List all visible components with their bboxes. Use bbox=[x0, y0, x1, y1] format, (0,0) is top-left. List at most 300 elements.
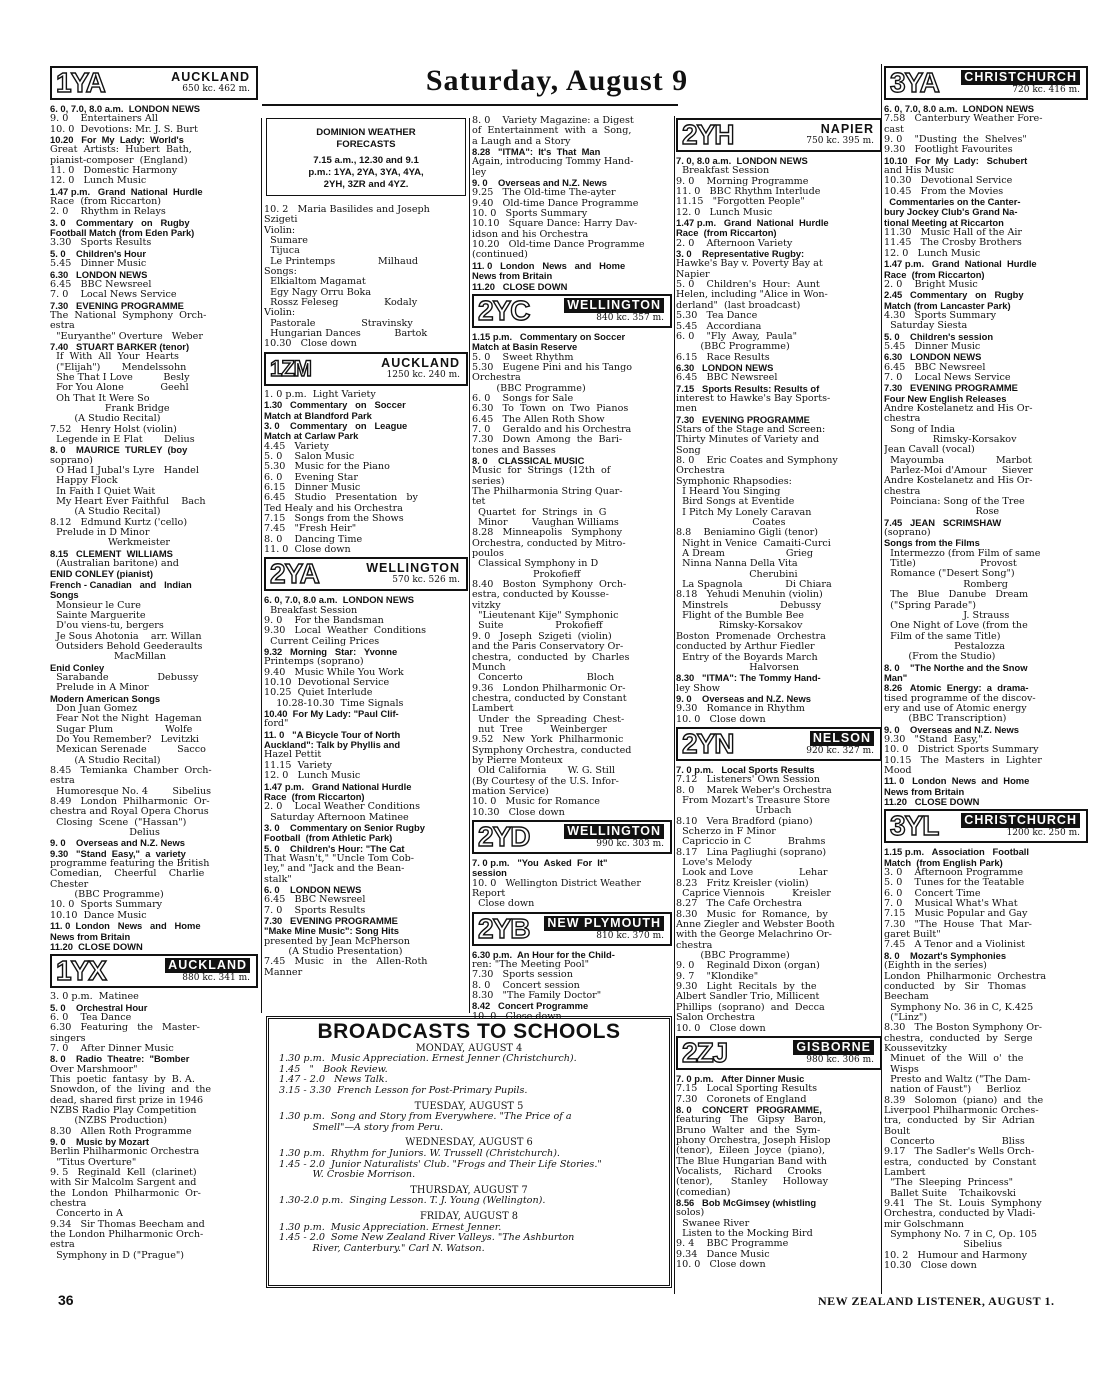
programme-line: Intermezzo (from Film of same bbox=[884, 548, 1041, 559]
programme-line: 10.10 Dance Music bbox=[50, 910, 147, 921]
programme-heading: 5. 0 Children's session bbox=[884, 331, 994, 342]
programme-line: 7. 0 Local News Service bbox=[884, 372, 1011, 383]
programme-line: 5. 0 Salon Music bbox=[264, 451, 355, 462]
column-center-right bbox=[472, 116, 672, 1022]
programme-heading: Man" bbox=[884, 672, 908, 683]
schools-item: 1.45 - 2.0 Junior Naturalists' Club. "Frogs and Their Life Stories." bbox=[279, 1159, 602, 1170]
programme-line: Caprice Viennois Kreisler bbox=[676, 889, 831, 900]
station-city: AUCKLAND bbox=[171, 70, 250, 84]
programme-line: ford" bbox=[264, 719, 289, 730]
programme-line: Salon Orchestra bbox=[676, 1013, 756, 1024]
programme-line: 12. 0 Lunch Music bbox=[264, 771, 361, 782]
programme-heading: 8. 0 Radio Theatre: "Bomber bbox=[50, 1054, 190, 1065]
station-meta bbox=[533, 824, 670, 850]
column-divider bbox=[881, 64, 882, 1294]
station-callsign: 3YL bbox=[890, 810, 939, 842]
programme-line: Egy Nagy Orru Boka bbox=[264, 287, 372, 298]
station-header-1ya bbox=[50, 66, 258, 100]
programme-line: poulos bbox=[472, 549, 504, 560]
station-frequency: 810 kc. 370 m. bbox=[596, 930, 664, 941]
programme-line: nation of Faust") Berlioz bbox=[884, 1085, 1021, 1096]
programme-line: Rimsky-Korsakov bbox=[676, 621, 803, 632]
programme-line: estra, conducted by Kousse- bbox=[472, 590, 609, 601]
programme-line: 9. 0 Morning Programme bbox=[676, 176, 809, 187]
programme-heading: 8.42 Concert Programme bbox=[472, 1001, 589, 1012]
programme-heading: 11. 0 London News and Home bbox=[50, 921, 201, 932]
programme-line: 7.45 A Tenor and a Violinist bbox=[884, 940, 1026, 951]
programme-line: 9.34 Dance Music bbox=[676, 1249, 770, 1260]
programme-line: estra bbox=[50, 776, 75, 787]
programme-heading: 6. 0, 7.0, 8.0 a.m. LONDON NEWS bbox=[884, 104, 1035, 114]
programme-line: (BBC Programme) bbox=[472, 383, 586, 394]
programme-line: 9.30 Local Weather Conditions bbox=[264, 626, 427, 637]
programme-line: Wisps bbox=[884, 1064, 919, 1075]
column-divider bbox=[674, 116, 675, 1294]
programme-line: 11.15 "Forgotten People" bbox=[676, 197, 805, 208]
programme-heading: 9. 0 Overseas and N.Z. News bbox=[676, 693, 811, 704]
programme-line: Bird Songs at Eventide bbox=[676, 497, 795, 508]
station-meta bbox=[315, 357, 466, 381]
programme-line: From Mozart's Treasure Store bbox=[676, 795, 830, 806]
weather-line: p.m.: 1YA, 2YA, 3YA, 4YA, bbox=[308, 167, 424, 178]
programme-heading: 8. 0 CONCERT PROGRAMME, bbox=[676, 1104, 822, 1115]
programme-line: chestra, conducted by Serge bbox=[884, 1033, 1033, 1044]
programme-line: Outsiders Behold Geederaults bbox=[50, 641, 203, 652]
programme-line: Minor Vaughan Williams bbox=[472, 518, 619, 529]
programme-line: 10.30 Close down bbox=[264, 339, 357, 350]
page-number: 36 bbox=[58, 1292, 74, 1308]
programme-heading: 3. 0 Representative Rugby: bbox=[676, 249, 805, 260]
programme-line: Mood bbox=[884, 766, 912, 776]
station-header-2yn bbox=[676, 727, 882, 761]
station-meta bbox=[109, 71, 256, 95]
station-header-3yl bbox=[884, 809, 1088, 843]
programme-heading: 7.40 STUART BARKER (tenor) bbox=[50, 341, 190, 352]
programme-line: 10.30 Devotional Service bbox=[884, 176, 1013, 187]
programme-line: Entry of the Boyards March bbox=[676, 652, 818, 663]
programme-line: nut Tree Weinberger bbox=[472, 724, 608, 735]
station-meta bbox=[731, 1040, 880, 1066]
programme-line: (comedian) bbox=[676, 1187, 731, 1198]
programme-line: 7. 0 Geraldo and his Orchestra bbox=[472, 424, 632, 435]
programme-heading: News from Britain bbox=[884, 786, 965, 797]
programme-line: (tenor), Stanley Holloway bbox=[676, 1177, 829, 1188]
programme-line: ("Linz") bbox=[884, 1012, 928, 1023]
programme-line: Parlez-Moi d'Amour Siever bbox=[884, 466, 1033, 477]
programme-line: That Wasn't," "Uncle Tom Cob- bbox=[264, 853, 414, 864]
programme-line: Tijuca bbox=[264, 246, 300, 257]
programme-line: 9. 0 Entertainers All bbox=[50, 114, 158, 125]
programme-line: 6.45 BBC Newsreel bbox=[264, 895, 366, 906]
programme-line: The National Symphony Orch- bbox=[50, 310, 207, 321]
programme-line: Romance ("Desert Song") bbox=[884, 569, 1015, 580]
programme-line: 9.34 Sir Thomas Beecham and bbox=[50, 1219, 205, 1230]
programme-line: 5.45 Dinner Music bbox=[50, 259, 147, 270]
programme-heading: Songs from the Films bbox=[884, 538, 980, 549]
programme-heading: News from Britain bbox=[50, 931, 131, 942]
programme-line: Night in Venice Camaiti-Curci bbox=[676, 538, 831, 549]
programme-line: cast bbox=[884, 124, 904, 135]
programme-heading: ENID CONLEY (pianist) bbox=[50, 569, 153, 580]
programme-line: 8.23 Fritz Kreisler (violin) bbox=[676, 878, 809, 889]
programme-line: Film of the same Title) bbox=[884, 631, 1001, 642]
schools-item: W. Crosbie Morrison. bbox=[279, 1170, 416, 1181]
programme-line: tones and Basses bbox=[472, 445, 556, 456]
programme-line: "Titus Overture" bbox=[50, 1157, 137, 1168]
programme-line: Saturday Afternoon Matinee bbox=[264, 812, 409, 823]
station-city: CHRISTCHURCH bbox=[961, 70, 1080, 85]
programme-heading: 7. 0, 8.0 a.m. LONDON NEWS bbox=[676, 156, 808, 166]
programme-line: Le Printemps Milhaud bbox=[264, 256, 419, 267]
schools-title: BROADCASTS TO SCHOOLS bbox=[317, 1020, 621, 1043]
programme-line: (Eighth in the series) bbox=[884, 961, 987, 972]
schools-item: 1.30 p.m. Music Appreciation. Ernest Jenner. bbox=[279, 1222, 502, 1233]
programme-line: series) bbox=[472, 476, 505, 487]
programme-line: Orchestra bbox=[472, 373, 521, 384]
programme-heading: 8.15 CLEMENT WILLIAMS bbox=[50, 548, 173, 559]
programme-line: 10. 0 Wellington District Weather bbox=[472, 878, 641, 889]
programme-line: Old California W. G. Still bbox=[472, 766, 615, 777]
programme-line: 10. 0 Close down bbox=[676, 1023, 766, 1034]
programme-line: a Laugh and a Story bbox=[472, 136, 571, 147]
programme-heading: 7. 0 p.m. Local Sports Results bbox=[676, 764, 815, 775]
station-frequency: 920 kc. 327 m. bbox=[806, 745, 874, 756]
programme-line: I Heard You Singing bbox=[676, 487, 781, 497]
programme-line: Concerto Bliss bbox=[884, 1137, 1025, 1147]
programme-line: 10.28-10.30 Time Signals bbox=[264, 698, 404, 709]
programme-line: 8.10 Vera Bradford (piano) bbox=[676, 816, 813, 827]
programme-heading: 8.30 "ITMA": The Tommy Hand- bbox=[676, 673, 821, 684]
programme-line: Happy Flock bbox=[50, 476, 118, 487]
programme-line: 5.45 Accordiana bbox=[676, 321, 762, 332]
programme-line: (tenor), Eileen Joyce (piano), bbox=[676, 1146, 826, 1157]
programme-line: 12. 0 Lunch Music bbox=[884, 248, 981, 259]
station-meta bbox=[943, 70, 1086, 96]
programme-heading: Match (from Lancaster Park) bbox=[884, 300, 1011, 311]
programme-line: 10. 0 Close down bbox=[472, 1011, 562, 1022]
programme-line: 11.30 Music Hall of the Air bbox=[884, 228, 1023, 239]
station-meta bbox=[737, 731, 880, 757]
programme-line: MacMillan bbox=[50, 652, 166, 663]
programme-line: Vocalists, Richard Crooks bbox=[676, 1166, 822, 1177]
station-frequency: 1250 kc. 240 m. bbox=[386, 369, 460, 380]
programme-line: 6.45 BBC Newsreel bbox=[676, 373, 778, 384]
programme-line: 7. 0 Sports Results bbox=[264, 905, 366, 916]
programme-line: If With All Your Hearts bbox=[50, 352, 179, 363]
programme-line: Cherubini bbox=[676, 569, 798, 580]
station-meta bbox=[110, 958, 256, 984]
programme-line: garet Built" bbox=[884, 930, 941, 941]
programme-line: Again, introducing Tommy Hand- bbox=[472, 157, 634, 168]
station-city: AUCKLAND bbox=[165, 958, 250, 973]
programme-line: 8.18 Yehudi Menuhin (violin) bbox=[676, 590, 823, 601]
programme-heading: 8. 0 MAURICE TURLEY (boy bbox=[50, 445, 188, 456]
station-header-1zm bbox=[264, 352, 468, 386]
programme-line: Great Artists: Hubert Bath, bbox=[50, 145, 192, 156]
weather-forecast-box bbox=[266, 118, 466, 196]
programme-line: derland" (last broadcast) bbox=[676, 300, 801, 311]
programme-line: Prelude in D Minor bbox=[50, 528, 150, 539]
programme-heading: Commentaries on the Canter- bbox=[884, 197, 1021, 208]
programme-line: 8.17 Lina Pagliughi (soprano) bbox=[676, 847, 827, 858]
station-header-2zj bbox=[676, 1036, 882, 1070]
programme-line: Monsieur le Cure bbox=[50, 600, 141, 611]
programme-line: Presto and Waltz ("The Dam- bbox=[884, 1074, 1031, 1085]
programme-line: 8.45 Temianka Chamber Orch- bbox=[50, 766, 212, 776]
programme-line: Sibelius bbox=[884, 1240, 1002, 1251]
programme-line: 8.49 London Philharmonic Or- bbox=[50, 797, 210, 808]
programme-line: A Dream Grieg bbox=[676, 549, 813, 560]
programme-line: 7.12 Listeners' Own Session bbox=[676, 775, 820, 786]
programme-heading: 1.47 p.m. Grand National Hurdle bbox=[884, 259, 1037, 270]
programme-line: 7.15 Local Sporting Results bbox=[676, 1084, 818, 1095]
programme-line: (A Studio Presentation) bbox=[264, 947, 403, 957]
programme-line: Symphonic Rhapsodies: bbox=[676, 476, 792, 487]
programme-line: 9.40 Music While You Work bbox=[264, 667, 404, 678]
programme-line: Andre Kostelanetz and His Or- bbox=[884, 476, 1033, 487]
programme-line: 7. 0 Local News Service bbox=[50, 290, 177, 301]
programme-line: 6.15 Race Results bbox=[676, 352, 770, 363]
programme-line: 8.27 The Cafe Orchestra bbox=[676, 899, 802, 910]
programme-line: 6.45 Studio Presentation by bbox=[264, 493, 418, 504]
programme-line: 11. 0 Domestic Harmony bbox=[50, 166, 178, 177]
programme-line: (NZBS Production) bbox=[50, 1116, 168, 1127]
page-title: Saturday, August 9 bbox=[425, 64, 689, 97]
programme-line: with the George Melachrino Or- bbox=[676, 930, 832, 941]
programme-heading: 3. 0 Commentary on Rugby bbox=[50, 217, 190, 228]
programme-line: ren: "The Meeting Pool" bbox=[472, 960, 590, 971]
programme-line: Sainte Marguerite bbox=[50, 610, 146, 621]
programme-line: 6. 0 Songs for Sale bbox=[472, 393, 574, 404]
programme-line: 5.30 Eugene Pini and his Tango bbox=[472, 362, 633, 373]
programme-line: Humoresque No. 4 Sibelius bbox=[50, 786, 212, 797]
programme-line: She That I Love Besly bbox=[50, 372, 190, 383]
programme-heading: 8. 0 CLASSICAL MUSIC bbox=[472, 455, 585, 466]
programme-line: Title) Provost bbox=[884, 559, 1017, 570]
programme-line: Minuet of the Will o' the bbox=[884, 1054, 1024, 1065]
programme-line: (continued) bbox=[472, 250, 528, 261]
station-callsign: 2YB bbox=[478, 912, 530, 944]
programme-line: chestra bbox=[884, 414, 921, 425]
programme-heading: 8.56 Bob McGimsey (whistling bbox=[676, 1197, 817, 1208]
programme-line: For You Alone Geehl bbox=[50, 383, 189, 394]
programme-heading: Songs bbox=[50, 590, 79, 601]
programme-heading: 7.15 Sports Results: Results of bbox=[676, 383, 820, 394]
programme-line: 10. 0 Close down bbox=[676, 714, 766, 725]
programme-line: 9. 0 "Dusting the Shelves" bbox=[884, 135, 1027, 146]
programme-line: dead, shared first prize in 1946 bbox=[50, 1095, 204, 1106]
programme-heading: Match (from English Park) bbox=[884, 857, 1003, 868]
schools-item: 1.47 - 2.0 News Talk. bbox=[279, 1075, 388, 1086]
programme-line: 2. 0 Bright Music bbox=[884, 279, 978, 290]
programme-line: mation Service) bbox=[472, 786, 549, 797]
programme-line: 10. 2 Humour and Harmony bbox=[884, 1250, 1028, 1261]
programme-line: men bbox=[676, 404, 697, 415]
programme-line: 3. 0 Afternoon Programme bbox=[884, 868, 1024, 879]
programme-line: Prelude in A Minor bbox=[50, 683, 149, 694]
programme-line: Munch bbox=[472, 662, 506, 673]
programme-line: 10.10 Devotional Service bbox=[264, 678, 390, 689]
programme-line: 8. 0 Variety Magazine: a Digest bbox=[472, 116, 634, 126]
programme-line: Boston Promenade Orchestra bbox=[676, 631, 826, 642]
programme-line: ("Elijah") Mendelssohn bbox=[50, 362, 187, 373]
programme-line: conducted by Sir Thomas bbox=[884, 981, 1027, 992]
programme-line: interest to Hawke's Bay Sports- bbox=[676, 393, 831, 404]
programme-line: 7.30 Down Among the Bari- bbox=[472, 435, 623, 446]
programme-heading: 1.47 p.m. Grand National Hurdle bbox=[50, 186, 203, 197]
programme-line: 8.30 Music for Romance, by bbox=[676, 909, 828, 920]
programme-heading: 5. 0 Children's Hour bbox=[50, 248, 146, 259]
programme-heading: Auckland": Talk by Phyllis and bbox=[264, 740, 401, 751]
programme-line: Listen to the Mocking Bird bbox=[676, 1229, 813, 1239]
programme-heading: 9. 0 Overseas and N.Z. News bbox=[472, 178, 607, 189]
programme-heading: tional Meeting at Riccarton bbox=[884, 217, 1004, 228]
programme-line: 10.25 Quiet Interlude bbox=[264, 688, 373, 699]
programme-heading: 11. 0 London News and Home bbox=[884, 776, 1030, 787]
programme-line: The Blue Hungarian Band with bbox=[676, 1156, 827, 1167]
programme-line: Je Sous Ahotonia arr. Willan bbox=[50, 631, 202, 642]
programme-line: "Lieutenant Kije" Symphonic bbox=[472, 611, 619, 622]
programme-line: (BBC Transcription) bbox=[884, 714, 1007, 725]
programme-line: 11. 0 Close down bbox=[264, 544, 351, 555]
station-frequency: 570 kc. 526 m. bbox=[392, 575, 460, 586]
programme-line: Frank Bridge bbox=[50, 403, 170, 414]
programme-line: mir Golschmann bbox=[884, 1219, 964, 1230]
programme-heading: 1.15 p.m. Association Football bbox=[884, 847, 1029, 858]
programme-line: 9.25 The Old-time The-ayter bbox=[472, 188, 616, 199]
programme-heading: 6.30 LONDON NEWS bbox=[676, 362, 774, 373]
programme-line: 10. 2 Maria Basilides and Joseph bbox=[264, 205, 430, 215]
programme-line: 7.30 "The House That Mar- bbox=[884, 919, 1032, 930]
programme-line: London Philharmonic Orchestra bbox=[884, 971, 1047, 982]
programme-line: 7.30 Sports session bbox=[472, 970, 573, 981]
programme-line: programme featuring the British bbox=[50, 859, 210, 870]
column-right-center bbox=[676, 116, 882, 1270]
programme-line: 9.17 The Sadler's Wells Orch- bbox=[884, 1147, 1035, 1158]
programme-line: 8.30 Allen Roth Programme bbox=[50, 1126, 192, 1137]
programme-line: and His Music bbox=[884, 166, 954, 177]
programme-heading: 1.30 Commentary on Soccer bbox=[264, 400, 406, 411]
programme-line: (Australian baritone) and bbox=[50, 559, 179, 570]
programme-heading: 6.30 p.m. An Hour for the Child- bbox=[472, 949, 615, 960]
programme-line: Mexican Serenade Sacco bbox=[50, 745, 206, 756]
programme-heading: Race (from Riccarton) bbox=[264, 791, 365, 802]
station-callsign: 2YA bbox=[270, 558, 319, 590]
station-city: AUCKLAND bbox=[381, 355, 460, 370]
programme-line: 7. 0 Musical What's What bbox=[884, 899, 1018, 910]
programme-heading: 8. 0 Mozart's Symphonies bbox=[884, 950, 1007, 961]
programme-heading: 6.30 LONDON NEWS bbox=[884, 352, 982, 363]
programme-line: 10. 0 Close down bbox=[676, 1260, 766, 1271]
programme-line: the London Philharmonic Orch- bbox=[50, 1230, 204, 1241]
programme-line: 8.8 Beniamino Gigli (tenor) bbox=[676, 528, 818, 539]
programme-line: Chester bbox=[50, 879, 89, 890]
programme-line: 6.45 BBC Newsreel bbox=[884, 362, 986, 373]
programme-line: Hawke's Bay v. Poverty Bay at bbox=[676, 259, 823, 270]
station-city: WELLINGTON bbox=[366, 561, 460, 576]
programme-line: 6.30 Featuring the Master- bbox=[50, 1023, 200, 1034]
programme-line: with Sir Malcolm Sargent and bbox=[50, 1178, 197, 1189]
programme-line: 8. 0 Dancing Time bbox=[264, 534, 363, 545]
programme-line: Symphony in D ("Prague") bbox=[50, 1250, 185, 1261]
programme-line: Under the Spreading Chest- bbox=[472, 714, 625, 725]
broadcasts-to-schools-box bbox=[266, 1016, 672, 1288]
programme-heading: Modern American Songs bbox=[50, 693, 161, 704]
station-meta bbox=[533, 916, 670, 942]
programme-line: of Entertainment with a Song, bbox=[472, 126, 632, 137]
programme-line: estra, conducted by Constant bbox=[884, 1157, 1037, 1168]
programme-line: Ninna Nanna Della Vita bbox=[676, 559, 798, 570]
programme-line: Report bbox=[472, 889, 506, 900]
programme-heading: 7. 0 p.m. After Dinner Music bbox=[676, 1073, 805, 1084]
station-city: CHRISTCHURCH bbox=[961, 813, 1080, 828]
station-header-1yx bbox=[50, 954, 258, 988]
programme-line: Flight of the Bumble Bee bbox=[676, 611, 804, 622]
station-header-3ya bbox=[884, 66, 1088, 100]
programme-line: Look and Love Lehar bbox=[676, 868, 828, 879]
programme-heading: Match at Blandford Park bbox=[264, 410, 372, 421]
programme-heading: 10.40 For My Lady: "Paul Clif- bbox=[264, 709, 399, 720]
weather-title: DOMINION WEATHER bbox=[316, 127, 416, 138]
programme-line: vitzky bbox=[472, 600, 501, 611]
programme-line: (A Studio Recital) bbox=[50, 414, 161, 425]
programme-heading: 9.30 "Stand Easy," a variety bbox=[50, 848, 186, 859]
programme-line: La Spagnola Di Chiara bbox=[676, 580, 832, 591]
station-frequency: 720 kc. 416 m. bbox=[1012, 85, 1080, 95]
programme-line: 8.30 The Boston Symphony Or- bbox=[884, 1023, 1042, 1034]
programme-line: 5. 0 Tunes for the Teatable bbox=[884, 878, 1025, 889]
programme-heading: 8.26 Atomic Energy: a drama- bbox=[884, 683, 1029, 694]
programme-line: estra bbox=[50, 321, 75, 332]
programme-line: 9.30 Romance in Rhythm bbox=[676, 704, 805, 715]
programme-line: 10. 0 Sports Summary bbox=[50, 900, 163, 911]
programme-heading: 11.20 CLOSE DOWN bbox=[472, 281, 568, 292]
programme-heading: bury Jockey Club's Grand Na- bbox=[884, 207, 1018, 218]
schools-item: 1.45 - 2.0 Some New Zealand River Valleys. "The Ashburton bbox=[279, 1233, 575, 1244]
programme-line: 6.30 To Town on Two Pianos bbox=[472, 404, 629, 415]
programme-line: 8.30 "The Family Doctor" bbox=[472, 991, 602, 1002]
programme-line: Sarabande Debussy bbox=[50, 672, 199, 683]
programme-line: Violin: bbox=[264, 308, 296, 319]
station-header-2yc bbox=[472, 294, 672, 328]
programme-line: My Heart Ever Faithful Bach bbox=[50, 497, 206, 508]
programme-line: and the Paris Conservatory Or- bbox=[472, 642, 624, 653]
programme-line: 8.39 Solomon (piano) and the bbox=[884, 1095, 1044, 1106]
programme-line: Andre Kostelanetz and His Or- bbox=[884, 403, 1033, 414]
station-callsign: 2YH bbox=[682, 119, 734, 150]
programme-heading: 5. 0 Orchestral Hour bbox=[50, 1002, 148, 1013]
programme-line: I Pitch My Lonely Caravan bbox=[676, 507, 812, 518]
programme-line: In Faith I Quiet Wait bbox=[50, 486, 156, 497]
programme-line: Song bbox=[676, 445, 701, 456]
programme-line: Classical Symphony in D bbox=[472, 559, 599, 570]
programme-line: 7.15 Music Popular and Gay bbox=[884, 909, 1028, 920]
station-meta bbox=[323, 562, 466, 586]
schools-item: Smell"—A story from Peru. bbox=[279, 1122, 444, 1133]
programme-line: 7.30 Coronets of England bbox=[676, 1094, 807, 1105]
schools-item: 1.45 " Book Review. bbox=[279, 1064, 388, 1075]
programme-line: ley Show bbox=[676, 683, 720, 694]
programme-heading: French - Canadian and Indian bbox=[50, 579, 192, 590]
programme-line: 6.45 BBC Newsreel bbox=[50, 279, 152, 290]
programme-line: 8.40 Boston Symphony Orch- bbox=[472, 580, 627, 591]
column-left bbox=[50, 64, 258, 1261]
programme-line: This poetic fantasy by B. A. bbox=[50, 1074, 195, 1085]
station-frequency: 1200 kc. 250 m. bbox=[1006, 828, 1080, 839]
programme-line: 11.45 The Crosby Brothers bbox=[884, 238, 1022, 249]
station-callsign: 2YN bbox=[682, 727, 734, 759]
programme-heading: 6. 0, 7.0, 8.0 a.m. LONDON NEWS bbox=[50, 104, 201, 114]
